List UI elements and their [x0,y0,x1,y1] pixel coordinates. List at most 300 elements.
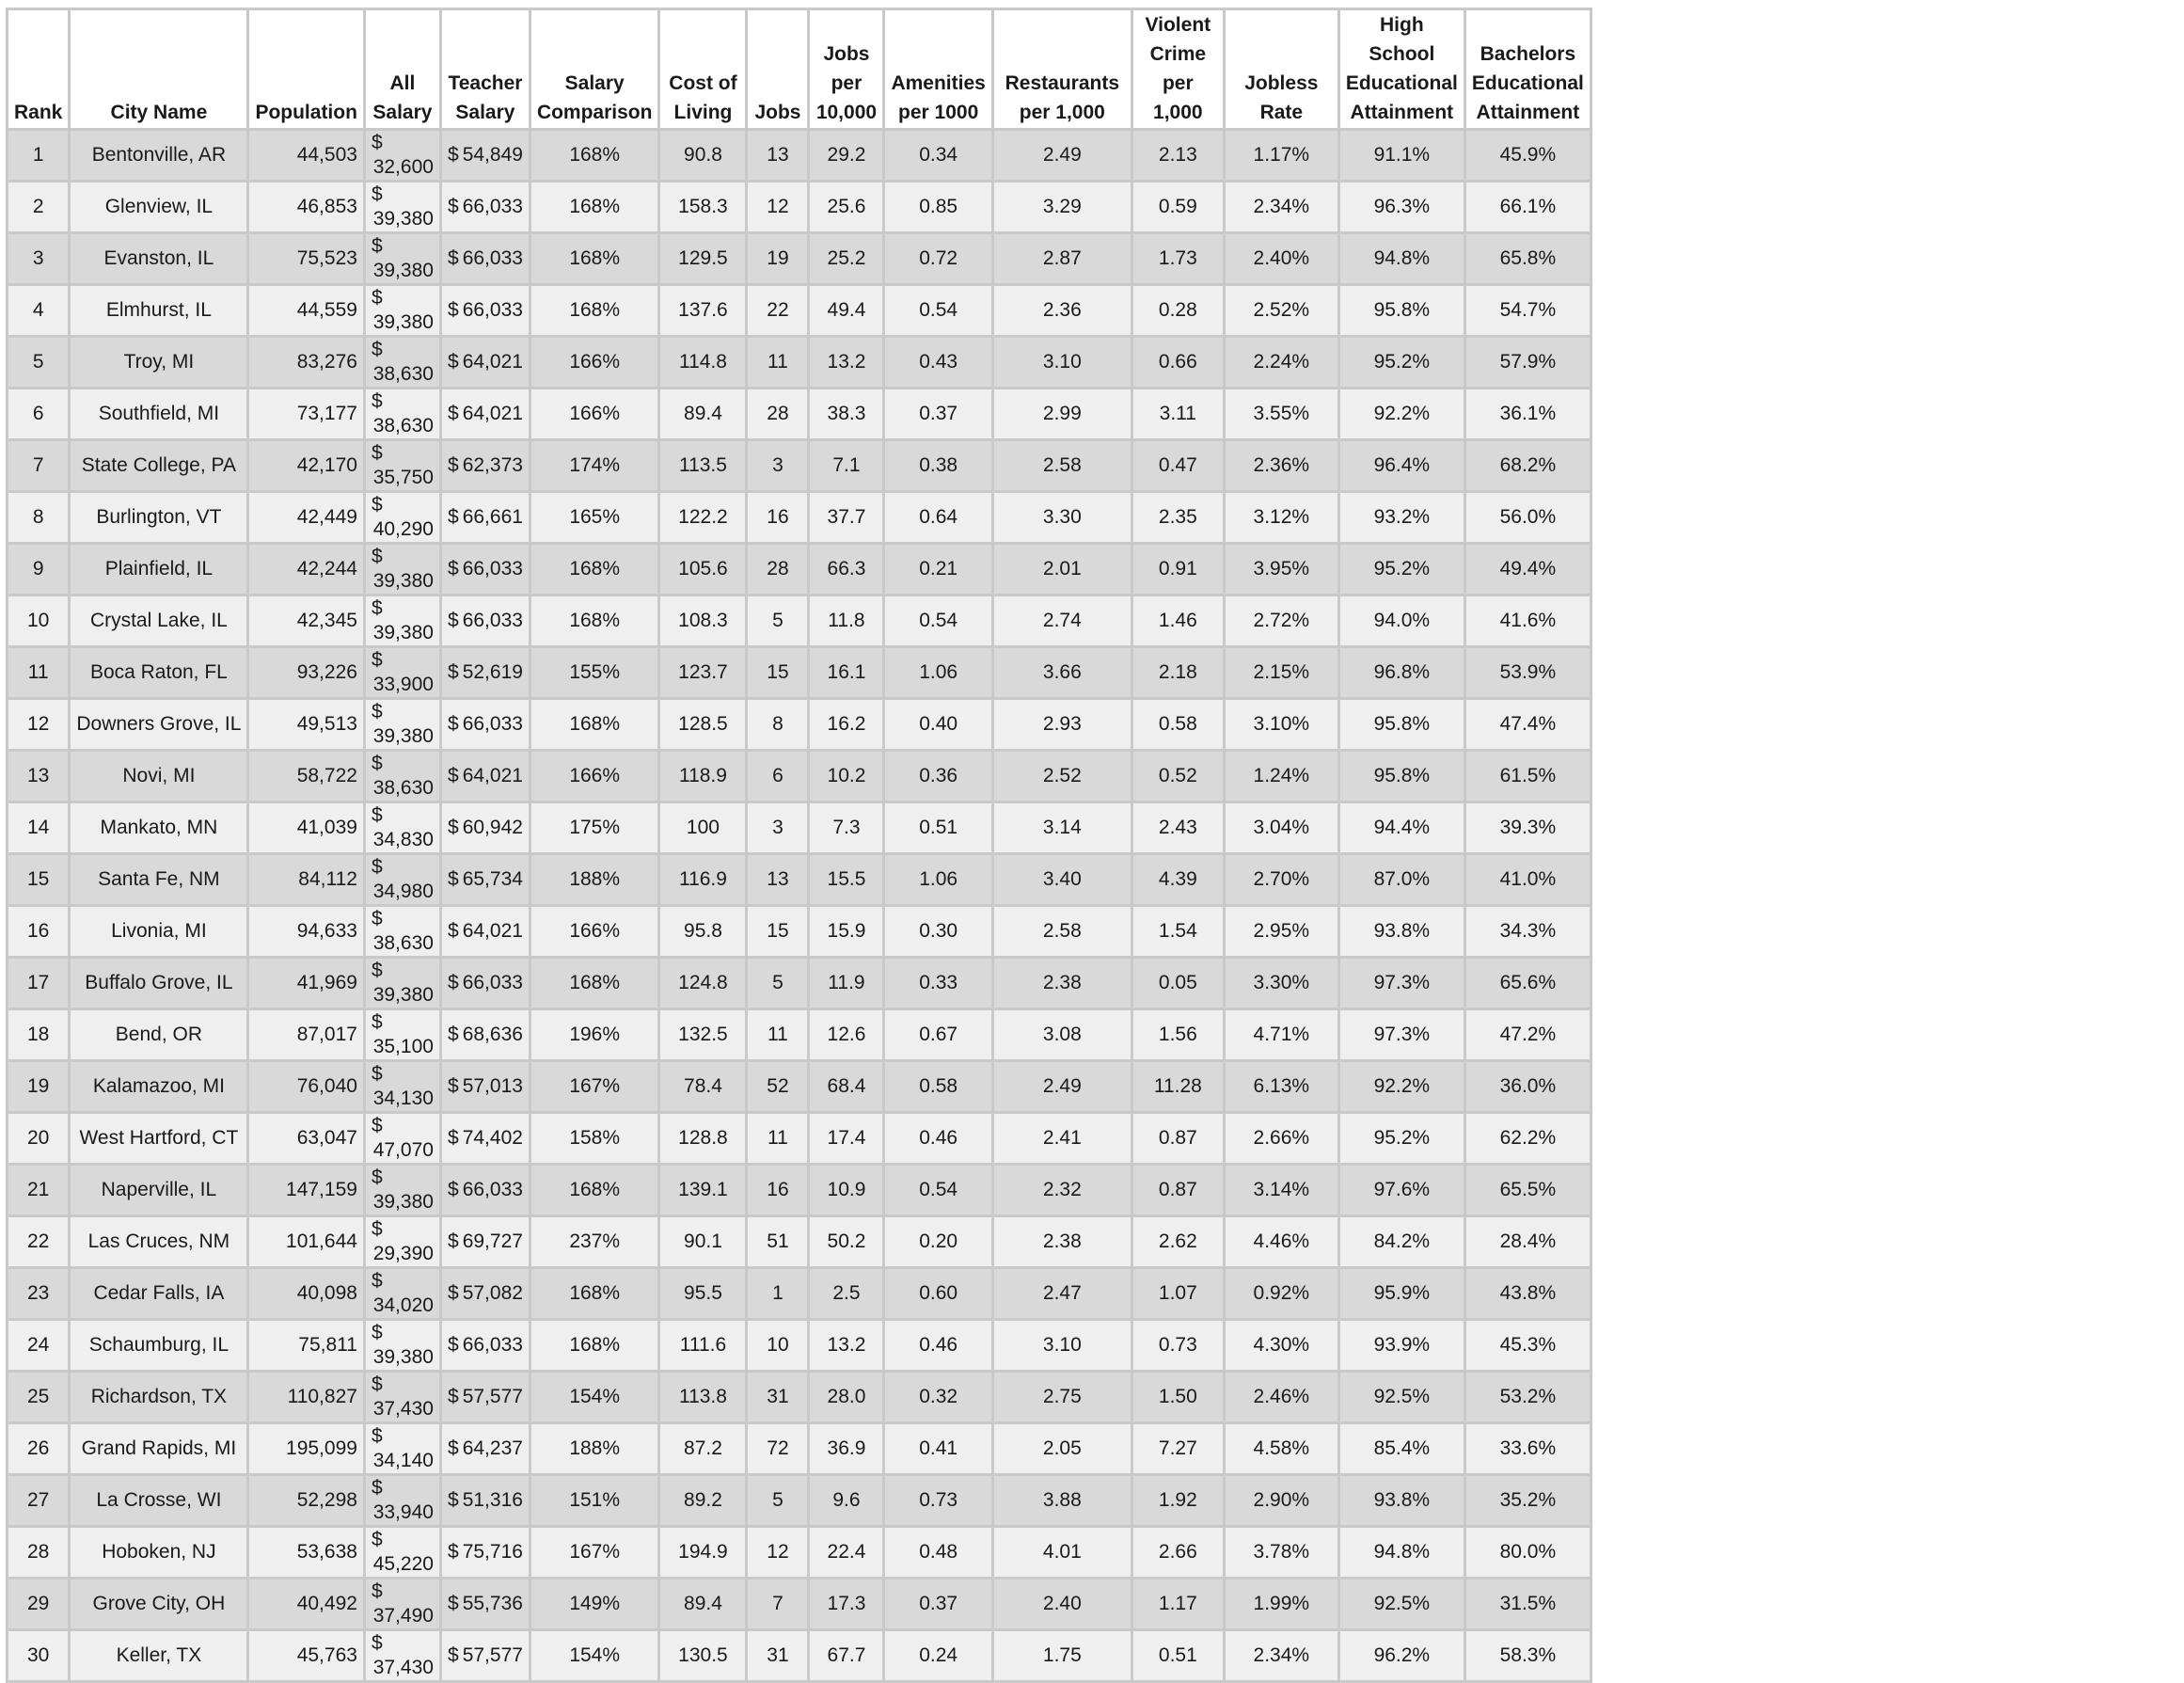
cell-hs-attainment: 94.8% [1338,1527,1464,1579]
cell-amenities-per-1000: 0.51 [884,802,992,854]
currency-symbol: $ [371,597,383,619]
cell-city: Keller, TX [70,1630,248,1682]
table-row [8,1009,1591,1061]
cell-hs-attainment: 95.2% [1338,337,1464,389]
cell-cost-of-living: 108.3 [659,595,747,647]
cell-amenities-per-1000: 0.33 [884,958,992,1009]
cell-jobs-per-10000: 11.9 [809,958,884,1009]
cell-salary-comparison: 155% [530,647,659,699]
cell-salary-comparison: 188% [530,1423,659,1475]
cell-population: 94,633 [248,906,365,958]
cell-teacher-salary [440,802,530,854]
currency-symbol: $ [371,1529,383,1550]
currency-symbol: $ [371,442,383,464]
cell-population: 42,170 [248,440,365,492]
cell-violent-crime-per-1000: 0.52 [1132,751,1224,802]
cell-rank: 21 [8,1165,70,1216]
cell-city: Cedar Falls, IA [70,1268,248,1320]
currency-amount: 39,380 [372,725,434,747]
cell-city: Evanston, IL [70,233,248,285]
currency-amount: 66,661 [462,506,523,528]
table-row [8,440,1591,492]
cell-jobless-rate: 3.10% [1224,699,1338,751]
cell-rank: 17 [8,958,70,1009]
cell-all-salary [364,699,440,751]
cell-violent-crime-per-1000: 0.87 [1132,1113,1224,1165]
currency-symbol: $ [371,908,383,929]
currency-symbol: $ [447,1386,459,1407]
cell-amenities-per-1000: 0.38 [884,440,992,492]
cell-jobless-rate: 0.92% [1224,1268,1338,1320]
table-row [8,182,1591,233]
cell-amenities-per-1000: 0.30 [884,906,992,958]
cell-bachelors-attainment: 56.0% [1464,492,1591,544]
cell-all-salary [364,285,440,337]
cell-cost-of-living: 105.6 [659,544,747,595]
currency-symbol: $ [447,1489,459,1511]
cell-hs-attainment: 92.2% [1338,1061,1464,1113]
currency-amount: 57,577 [462,1386,523,1407]
cell-salary-comparison: 167% [530,1061,659,1113]
cell-all-salary [364,958,440,1009]
cell-city: Livonia, MI [70,906,248,958]
cell-all-salary [364,492,440,544]
currency-amount: 66,033 [462,610,523,631]
cell-jobless-rate: 4.30% [1224,1320,1338,1372]
cell-violent-crime-per-1000: 1.92 [1132,1475,1224,1527]
cell-hs-attainment: 97.3% [1338,1009,1464,1061]
cell-hs-attainment: 96.3% [1338,182,1464,233]
table-row [8,1216,1591,1268]
cell-restaurants-per-1000: 3.10 [992,337,1132,389]
cell-amenities-per-1000: 0.37 [884,389,992,440]
cell-jobs: 3 [747,802,809,854]
cell-jobs-per-10000: 16.1 [809,647,884,699]
cell-restaurants-per-1000: 2.40 [992,1579,1132,1630]
currency-symbol: $ [447,1437,459,1459]
currency-symbol: $ [371,546,383,567]
cell-violent-crime-per-1000: 0.59 [1132,182,1224,233]
cell-all-salary [364,1372,440,1423]
column-header-violent-crime-per-1000: Violent Crime per 1,000 [1132,9,1224,130]
cell-rank: 9 [8,544,70,595]
currency-symbol: $ [371,1632,383,1654]
cell-cost-of-living: 128.8 [659,1113,747,1165]
cell-restaurants-per-1000: 2.05 [992,1423,1132,1475]
cell-salary-comparison: 168% [530,958,659,1009]
cell-violent-crime-per-1000: 0.05 [1132,958,1224,1009]
currency-symbol: $ [447,920,459,942]
cell-all-salary [364,1268,440,1320]
cell-teacher-salary [440,1165,530,1216]
cell-jobless-rate: 3.55% [1224,389,1338,440]
cell-city: Kalamazoo, MI [70,1061,248,1113]
cell-bachelors-attainment: 47.4% [1464,699,1591,751]
cell-rank: 8 [8,492,70,544]
cell-jobless-rate: 3.12% [1224,492,1338,544]
cell-restaurants-per-1000: 2.01 [992,544,1132,595]
cell-city: Troy, MI [70,337,248,389]
currency-amount: 37,490 [372,1605,434,1627]
cell-rank: 14 [8,802,70,854]
cell-amenities-per-1000: 0.54 [884,595,992,647]
column-header-all-salary: All Salary [364,9,440,130]
cell-amenities-per-1000: 0.36 [884,751,992,802]
cell-amenities-per-1000: 0.21 [884,544,992,595]
cell-population: 195,099 [248,1423,365,1475]
cell-restaurants-per-1000: 2.32 [992,1165,1132,1216]
cell-violent-crime-per-1000: 2.18 [1132,647,1224,699]
cell-amenities-per-1000: 0.85 [884,182,992,233]
cell-amenities-per-1000: 0.48 [884,1527,992,1579]
cell-teacher-salary [440,595,530,647]
cell-hs-attainment: 96.4% [1338,440,1464,492]
currency-symbol: $ [447,1593,459,1614]
table-row [8,751,1591,802]
cell-restaurants-per-1000: 2.38 [992,1216,1132,1268]
table-row [8,233,1591,285]
cell-population: 42,449 [248,492,365,544]
cell-violent-crime-per-1000: 11.28 [1132,1061,1224,1113]
cell-population: 40,098 [248,1268,365,1320]
cell-cost-of-living: 87.2 [659,1423,747,1475]
cell-jobs-per-10000: 36.9 [809,1423,884,1475]
cell-salary-comparison: 237% [530,1216,659,1268]
currency-amount: 39,380 [372,622,434,643]
cell-salary-comparison: 158% [530,1113,659,1165]
cell-teacher-salary [440,1216,530,1268]
currency-amount: 34,140 [372,1450,434,1471]
currency-symbol: $ [371,856,383,878]
cell-restaurants-per-1000: 2.47 [992,1268,1132,1320]
cell-salary-comparison: 168% [530,130,659,182]
cell-cost-of-living: 100 [659,802,747,854]
cell-city: Downers Grove, IL [70,699,248,751]
currency-amount: 66,033 [462,196,523,217]
cell-population: 52,298 [248,1475,365,1527]
cell-bachelors-attainment: 35.2% [1464,1475,1591,1527]
cell-rank: 16 [8,906,70,958]
cell-salary-comparison: 165% [530,492,659,544]
cell-population: 44,559 [248,285,365,337]
cell-jobs-per-10000: 49.4 [809,285,884,337]
cell-violent-crime-per-1000: 0.58 [1132,699,1224,751]
cell-city: Mankato, MN [70,802,248,854]
cell-bachelors-attainment: 80.0% [1464,1527,1591,1579]
cell-jobs: 6 [747,751,809,802]
table-row [8,802,1591,854]
cell-cost-of-living: 114.8 [659,337,747,389]
cell-restaurants-per-1000: 2.93 [992,699,1132,751]
column-header-restaurants-per-1000: Restaurants per 1,000 [992,9,1132,130]
currency-symbol: $ [447,1282,459,1304]
cell-salary-comparison: 168% [530,699,659,751]
cell-salary-comparison: 168% [530,1320,659,1372]
table-row [8,1423,1591,1475]
cell-rank: 3 [8,233,70,285]
currency-symbol: $ [371,494,383,516]
cell-city: Hoboken, NJ [70,1527,248,1579]
cell-jobs-per-10000: 29.2 [809,130,884,182]
currency-symbol: $ [447,403,459,424]
cell-jobless-rate: 1.17% [1224,130,1338,182]
cell-teacher-salary [440,1630,530,1682]
cell-jobless-rate: 3.30% [1224,958,1338,1009]
cell-bachelors-attainment: 45.3% [1464,1320,1591,1372]
cell-restaurants-per-1000: 2.38 [992,958,1132,1009]
cell-restaurants-per-1000: 2.75 [992,1372,1132,1423]
cell-jobless-rate: 2.66% [1224,1113,1338,1165]
cell-cost-of-living: 128.5 [659,699,747,751]
cell-restaurants-per-1000: 4.01 [992,1527,1132,1579]
cell-bachelors-attainment: 61.5% [1464,751,1591,802]
cell-jobs: 31 [747,1630,809,1682]
currency-symbol: $ [447,144,459,166]
cell-bachelors-attainment: 62.2% [1464,1113,1591,1165]
cell-hs-attainment: 93.9% [1338,1320,1464,1372]
cell-amenities-per-1000: 0.20 [884,1216,992,1268]
cell-all-salary [364,595,440,647]
cell-bachelors-attainment: 28.4% [1464,1216,1591,1268]
table-row [8,544,1591,595]
cell-jobs: 52 [747,1061,809,1113]
cell-cost-of-living: 78.4 [659,1061,747,1113]
cell-amenities-per-1000: 0.64 [884,492,992,544]
cell-hs-attainment: 93.8% [1338,1475,1464,1527]
cell-violent-crime-per-1000: 4.39 [1132,854,1224,906]
currency-amount: 66,033 [462,713,523,735]
currency-symbol: $ [447,713,459,735]
cell-amenities-per-1000: 0.46 [884,1320,992,1372]
cell-jobs-per-10000: 25.6 [809,182,884,233]
currency-symbol: $ [371,1580,383,1602]
cell-jobs: 11 [747,1113,809,1165]
currency-amount: 38,630 [372,932,434,954]
cell-all-salary [364,854,440,906]
cell-population: 147,159 [248,1165,365,1216]
cell-all-salary [364,1579,440,1630]
cell-jobs: 22 [747,285,809,337]
cell-bachelors-attainment: 41.6% [1464,595,1591,647]
cell-all-salary [364,802,440,854]
cell-jobs: 13 [747,854,809,906]
cell-teacher-salary [440,544,530,595]
cell-bachelors-attainment: 34.3% [1464,906,1591,958]
cell-city: Buffalo Grove, IL [70,958,248,1009]
cell-population: 101,644 [248,1216,365,1268]
currency-symbol: $ [371,1477,383,1499]
cell-population: 41,969 [248,958,365,1009]
cell-rank: 2 [8,182,70,233]
currency-amount: 39,380 [372,570,434,592]
currency-amount: 55,736 [462,1593,523,1614]
cell-amenities-per-1000: 0.37 [884,1579,992,1630]
column-header-amenities-per-1000: Amenities per 1000 [884,9,992,130]
cell-jobless-rate: 2.72% [1224,595,1338,647]
currency-symbol: $ [371,1115,383,1136]
cell-population: 42,244 [248,544,365,595]
currency-amount: 75,716 [462,1541,523,1563]
cell-restaurants-per-1000: 3.40 [992,854,1132,906]
cell-violent-crime-per-1000: 1.54 [1132,906,1224,958]
cell-violent-crime-per-1000: 2.13 [1132,130,1224,182]
currency-symbol: $ [447,506,459,528]
cell-teacher-salary [440,1372,530,1423]
cell-teacher-salary [440,337,530,389]
cell-hs-attainment: 97.6% [1338,1165,1464,1216]
cell-amenities-per-1000: 0.67 [884,1009,992,1061]
cell-rank: 5 [8,337,70,389]
cell-restaurants-per-1000: 2.52 [992,751,1132,802]
cell-city: Southfield, MI [70,389,248,440]
cell-rank: 28 [8,1527,70,1579]
table-row [8,1630,1591,1682]
cell-rank: 19 [8,1061,70,1113]
currency-symbol: $ [371,1011,383,1033]
cell-jobless-rate: 2.34% [1224,182,1338,233]
cell-jobs: 11 [747,337,809,389]
cell-rank: 6 [8,389,70,440]
column-header-population: Population [248,9,365,130]
cell-restaurants-per-1000: 2.49 [992,130,1132,182]
cell-amenities-per-1000: 1.06 [884,854,992,906]
table-row [8,1268,1591,1320]
cell-jobs: 16 [747,1165,809,1216]
currency-symbol: $ [371,1218,383,1240]
currency-amount: 64,021 [462,765,523,786]
cell-teacher-salary [440,440,530,492]
column-header-jobless-rate: Jobless Rate [1224,9,1338,130]
currency-amount: 68,636 [462,1024,523,1045]
currency-amount: 38,630 [372,363,434,385]
currency-amount: 34,020 [372,1294,434,1316]
cell-cost-of-living: 118.9 [659,751,747,802]
cell-cost-of-living: 113.5 [659,440,747,492]
cell-city: Schaumburg, IL [70,1320,248,1372]
cell-bachelors-attainment: 58.3% [1464,1630,1591,1682]
cell-jobs: 12 [747,1527,809,1579]
cell-jobs-per-10000: 68.4 [809,1061,884,1113]
cell-violent-crime-per-1000: 0.51 [1132,1630,1224,1682]
cell-violent-crime-per-1000: 0.73 [1132,1320,1224,1372]
cell-restaurants-per-1000: 1.75 [992,1630,1132,1682]
cell-jobs: 3 [747,440,809,492]
cell-bachelors-attainment: 49.4% [1464,544,1591,595]
currency-symbol: $ [371,804,383,826]
cell-jobs: 10 [747,1320,809,1372]
cell-restaurants-per-1000: 2.74 [992,595,1132,647]
cell-salary-comparison: 168% [530,233,659,285]
table-row [8,492,1591,544]
cell-city: Richardson, TX [70,1372,248,1423]
currency-amount: 62,373 [462,454,523,476]
cell-rank: 26 [8,1423,70,1475]
currency-symbol: $ [447,1644,459,1666]
cell-jobs: 5 [747,1475,809,1527]
cell-hs-attainment: 93.8% [1338,906,1464,958]
cell-jobless-rate: 2.34% [1224,1630,1338,1682]
cell-city: Novi, MI [70,751,248,802]
cell-city: Las Cruces, NM [70,1216,248,1268]
currency-amount: 34,980 [372,881,434,902]
cell-jobs-per-10000: 22.4 [809,1527,884,1579]
cell-all-salary [364,1475,440,1527]
cell-jobless-rate: 4.46% [1224,1216,1338,1268]
cell-city: Grove City, OH [70,1579,248,1630]
cell-jobless-rate: 3.78% [1224,1527,1338,1579]
cell-restaurants-per-1000: 3.08 [992,1009,1132,1061]
cell-cost-of-living: 139.1 [659,1165,747,1216]
cell-salary-comparison: 166% [530,389,659,440]
table-row [8,1061,1591,1113]
table-row [8,285,1591,337]
currency-amount: 45,220 [372,1553,434,1575]
cell-restaurants-per-1000: 3.14 [992,802,1132,854]
cell-rank: 7 [8,440,70,492]
cell-rank: 20 [8,1113,70,1165]
cell-population: 75,523 [248,233,365,285]
cell-cost-of-living: 95.5 [659,1268,747,1320]
cell-violent-crime-per-1000: 1.46 [1132,595,1224,647]
cell-rank: 23 [8,1268,70,1320]
cell-city: Glenview, IL [70,182,248,233]
cell-jobs-per-10000: 37.7 [809,492,884,544]
currency-amount: 39,380 [372,311,434,333]
currency-symbol: $ [447,868,459,890]
currency-symbol: $ [447,817,459,838]
cell-all-salary [364,1113,440,1165]
cell-restaurants-per-1000: 3.10 [992,1320,1132,1372]
currency-amount: 38,630 [372,777,434,799]
cell-population: 83,276 [248,337,365,389]
cell-amenities-per-1000: 0.32 [884,1372,992,1423]
currency-amount: 66,033 [462,247,523,269]
cell-hs-attainment: 87.0% [1338,854,1464,906]
cell-salary-comparison: 151% [530,1475,659,1527]
cell-hs-attainment: 93.2% [1338,492,1464,544]
currency-symbol: $ [371,1373,383,1395]
cell-jobs: 8 [747,699,809,751]
cell-city: West Hartford, CT [70,1113,248,1165]
table-row [8,337,1591,389]
cell-jobs: 72 [747,1423,809,1475]
city-ranking-table [6,8,1592,1683]
header-row [8,9,1591,130]
cell-hs-attainment: 92.5% [1338,1372,1464,1423]
cell-teacher-salary [440,1061,530,1113]
currency-amount: 66,033 [462,558,523,580]
cell-teacher-salary [440,1527,530,1579]
cell-cost-of-living: 90.1 [659,1216,747,1268]
cell-amenities-per-1000: 0.41 [884,1423,992,1475]
cell-salary-comparison: 168% [530,544,659,595]
cell-jobless-rate: 4.71% [1224,1009,1338,1061]
cell-all-salary [364,1320,440,1372]
cell-hs-attainment: 92.2% [1338,389,1464,440]
currency-symbol: $ [371,183,383,205]
cell-jobs: 15 [747,906,809,958]
cell-salary-comparison: 166% [530,906,659,958]
currency-symbol: $ [447,1230,459,1252]
cell-all-salary [364,1061,440,1113]
cell-violent-crime-per-1000: 7.27 [1132,1423,1224,1475]
spreadsheet [6,8,1592,1683]
cell-all-salary [364,337,440,389]
cell-violent-crime-per-1000: 0.87 [1132,1165,1224,1216]
cell-jobless-rate: 3.95% [1224,544,1338,595]
currency-amount: 37,430 [372,1657,434,1678]
cell-jobs: 13 [747,130,809,182]
